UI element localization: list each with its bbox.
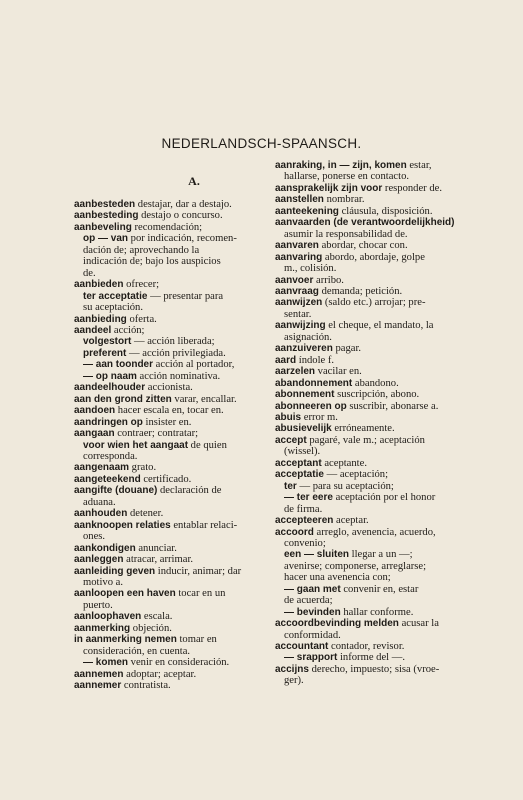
entry-translation: — acción liberada; bbox=[131, 336, 215, 348]
entry-headword: accepteeren bbox=[275, 515, 334, 527]
dictionary-entry bbox=[275, 160, 475, 171]
entry-headword: aan den grond zitten bbox=[74, 393, 172, 405]
dictionary-entry bbox=[275, 446, 475, 457]
entry-translation: índole f. bbox=[296, 354, 335, 366]
entry-translation: pagar. bbox=[332, 343, 362, 355]
dictionary-entry bbox=[74, 543, 274, 554]
entry-translation: adoptar; aceptar. bbox=[123, 668, 197, 680]
entry-translation: tomar en bbox=[176, 634, 217, 646]
entry-headword: acceptant bbox=[275, 457, 322, 469]
dictionary-entry bbox=[275, 652, 475, 663]
dictionary-entry bbox=[74, 554, 274, 565]
entry-translation: m., colisión. bbox=[284, 263, 337, 275]
entry-translation: acusar la bbox=[398, 618, 439, 630]
dictionary-entry bbox=[74, 657, 274, 668]
entry-translation: contraer; contratar; bbox=[114, 428, 199, 440]
entry-headword: aanzuiveren bbox=[275, 343, 333, 355]
dictionary-entry bbox=[275, 309, 475, 320]
entry-headword: aanbesteden bbox=[74, 199, 136, 210]
dictionary-entry bbox=[275, 572, 475, 583]
left-column bbox=[74, 173, 274, 691]
dictionary-entry bbox=[74, 256, 274, 267]
entry-translation: derecho, impuesto; sisa (vroe- bbox=[308, 663, 440, 675]
entry-translation: insister en. bbox=[142, 416, 192, 428]
entry-translation: hallar conforme. bbox=[340, 606, 414, 618]
dictionary-entry bbox=[74, 314, 274, 325]
dictionary-entry bbox=[275, 481, 475, 492]
entry-translation: contratista. bbox=[121, 680, 171, 692]
dictionary-entry bbox=[275, 332, 475, 343]
entry-translation: arreglo, avenencia, acuerdo, bbox=[313, 526, 436, 538]
dictionary-entry bbox=[74, 336, 274, 347]
entry-translation: responder de. bbox=[382, 182, 442, 194]
entry-translation: conformidad. bbox=[284, 629, 341, 641]
dictionary-entry bbox=[74, 291, 274, 302]
dictionary-entry bbox=[74, 646, 274, 657]
entry-headword: aanvoer bbox=[275, 274, 314, 286]
dictionary-entry bbox=[275, 389, 475, 400]
dictionary-entry bbox=[74, 394, 274, 405]
dictionary-entry bbox=[74, 588, 274, 599]
dictionary-entry bbox=[275, 263, 475, 274]
entry-translation: por indicación, recomen- bbox=[128, 233, 237, 245]
entry-headword: accijns bbox=[275, 663, 309, 675]
entry-translation: ofrecer; bbox=[123, 279, 160, 291]
section-letter: A. bbox=[188, 174, 200, 188]
entry-headword: ter acceptatie bbox=[83, 290, 148, 302]
dictionary-entry bbox=[74, 210, 274, 221]
entry-headword: accoord bbox=[275, 526, 314, 538]
entry-translation: cláusula, disposición. bbox=[338, 205, 433, 217]
entry-translation: llegar a un —; bbox=[349, 549, 413, 561]
entry-translation: (saldo etc.) arrojar; pre- bbox=[322, 297, 426, 309]
entry-headword: aandringen op bbox=[74, 416, 143, 428]
entry-headword: — srapport bbox=[284, 652, 338, 664]
entry-headword: op — van bbox=[83, 233, 129, 245]
entry-headword: aanvaarden (de verantwoordelijkheid) bbox=[275, 217, 455, 229]
entry-translation: hacer una avenencia con; bbox=[284, 572, 391, 584]
entry-headword: aard bbox=[275, 354, 297, 366]
entry-headword: — gaan met bbox=[284, 583, 341, 595]
dictionary-entry bbox=[275, 320, 475, 331]
entry-headword: aansprakelijk zijn voor bbox=[275, 182, 383, 194]
dictionary-entry bbox=[74, 222, 274, 233]
entry-headword: aanbieden bbox=[74, 279, 124, 291]
dictionary-entry bbox=[74, 325, 274, 336]
entry-headword: aannemer bbox=[74, 680, 122, 692]
entry-headword: abonnement bbox=[275, 389, 335, 401]
entry-headword: aanloophaven bbox=[74, 611, 142, 623]
dictionary-entry bbox=[74, 199, 274, 210]
dictionary-entry bbox=[74, 440, 274, 451]
entry-headword: volgestort bbox=[83, 336, 132, 348]
dictionary-entry bbox=[74, 451, 274, 462]
right-column bbox=[275, 160, 475, 687]
entry-headword: aanwijzen bbox=[275, 297, 323, 309]
dictionary-entry bbox=[74, 302, 274, 313]
entry-translation: aceptante. bbox=[321, 457, 367, 469]
dictionary-entry bbox=[275, 355, 475, 366]
dictionary-entry bbox=[74, 531, 274, 542]
entry-headword: aanleiding geven bbox=[74, 565, 156, 577]
entry-translation: acción al portador, bbox=[153, 359, 235, 371]
entry-headword: aandeelhouder bbox=[74, 382, 146, 394]
dictionary-entry bbox=[74, 359, 274, 370]
dictionary-entry bbox=[74, 417, 274, 428]
dictionary-entry bbox=[275, 206, 475, 217]
entry-headword: abuis bbox=[275, 411, 302, 423]
entry-headword: abonneeren op bbox=[275, 400, 347, 412]
entry-translation: escala. bbox=[141, 611, 173, 623]
entry-headword: aanloopen een haven bbox=[74, 588, 176, 600]
entry-translation: asumir la responsabilidad de. bbox=[284, 228, 408, 240]
entry-translation: atracar, arrimar. bbox=[123, 554, 194, 566]
dictionary-entry bbox=[74, 462, 274, 473]
entry-headword: aanleggen bbox=[74, 554, 124, 566]
entry-translation: consideración, en cuenta. bbox=[83, 645, 191, 657]
entry-translation: dación de; aprovechando la bbox=[83, 244, 200, 256]
entry-translation: avenirse; componerse, arreglarse; bbox=[284, 560, 427, 572]
entry-headword: een — sluiten bbox=[284, 549, 350, 561]
entry-headword: aangeteekend bbox=[74, 473, 141, 485]
dictionary-entry bbox=[74, 520, 274, 531]
dictionary-entry bbox=[275, 297, 475, 308]
entry-translation: de. bbox=[83, 267, 96, 279]
dictionary-entry bbox=[74, 634, 274, 645]
entry-headword: aanbeveling bbox=[74, 221, 132, 233]
dictionary-entry bbox=[275, 171, 475, 182]
entry-headword: acceptatie bbox=[275, 469, 324, 481]
dictionary-entry bbox=[74, 371, 274, 382]
dictionary-entry bbox=[74, 600, 274, 611]
dictionary-entry bbox=[275, 469, 475, 480]
entry-headword: aanknoopen relaties bbox=[74, 519, 171, 531]
entry-translation: entablar relaci- bbox=[170, 519, 238, 531]
entry-headword: abusievelijk bbox=[275, 423, 332, 435]
dictionary-entry bbox=[275, 183, 475, 194]
entry-translation: declaración de bbox=[157, 485, 222, 497]
dictionary-entry bbox=[275, 607, 475, 618]
entry-headword: accept bbox=[275, 434, 307, 446]
entry-headword: aangenaam bbox=[74, 462, 130, 474]
dictionary-entry bbox=[275, 458, 475, 469]
entry-translation: — acción privilegiada. bbox=[126, 347, 226, 359]
dictionary-entry bbox=[275, 423, 475, 434]
entry-translation: abordar, chocar con. bbox=[318, 240, 408, 252]
dictionary-entry bbox=[74, 233, 274, 244]
entry-headword: aanraking, in — zijn, komen bbox=[275, 160, 407, 171]
entry-translation: vacilar en. bbox=[315, 366, 362, 378]
entry-translation: demanda; petición. bbox=[318, 285, 403, 297]
dictionary-entry bbox=[74, 577, 274, 588]
entry-headword: — ter eere bbox=[284, 492, 333, 504]
entry-translation: contador, revisor. bbox=[328, 641, 405, 653]
entry-translation: acción; bbox=[111, 324, 145, 336]
entry-translation: abandono. bbox=[352, 377, 399, 389]
entry-headword: aandeel bbox=[74, 324, 112, 336]
dictionary-entry bbox=[74, 623, 274, 634]
entry-headword: accountant bbox=[275, 641, 329, 653]
dictionary-entry bbox=[275, 630, 475, 641]
entry-headword: aannemen bbox=[74, 668, 124, 680]
entry-translation: detener. bbox=[127, 508, 164, 520]
entry-translation: abordo, abordaje, golpe bbox=[322, 251, 425, 263]
page-title: NEDERLANDSCH-SPAANSCH. bbox=[161, 136, 362, 151]
entry-translation: de quien bbox=[188, 439, 227, 451]
dictionary-entry bbox=[275, 504, 475, 515]
entry-translation: de acuerda; bbox=[284, 595, 333, 607]
dictionary-entry bbox=[275, 229, 475, 240]
entry-translation: aduana. bbox=[83, 496, 116, 508]
dictionary-entry bbox=[275, 515, 475, 526]
entry-translation: suscribir, abonarse a. bbox=[346, 400, 439, 412]
entry-headword: aandoen bbox=[74, 405, 116, 417]
entry-translation: suscripción, abono. bbox=[334, 389, 420, 401]
entry-headword: accoordbevinding melden bbox=[275, 618, 399, 630]
dictionary-entry bbox=[275, 366, 475, 377]
dictionary-entry bbox=[275, 549, 475, 560]
entry-headword: aanbieding bbox=[74, 313, 127, 325]
entry-translation: hacer escala en, tocar en. bbox=[115, 405, 224, 417]
dictionary-entry bbox=[275, 275, 475, 286]
dictionary-entry bbox=[74, 566, 274, 577]
entry-translation: aceptar. bbox=[333, 515, 369, 527]
entry-translation: tocar en un bbox=[175, 588, 226, 600]
dictionary-entry bbox=[275, 401, 475, 412]
dictionary-entry bbox=[74, 428, 274, 439]
entry-headword: — komen bbox=[83, 657, 129, 669]
dictionary-entry bbox=[275, 618, 475, 629]
entry-translation: de firma. bbox=[284, 503, 323, 515]
dictionary-entry bbox=[74, 348, 274, 359]
dictionary-entry bbox=[74, 508, 274, 519]
entry-translation: indicación de; bajo los auspicios bbox=[83, 256, 221, 268]
entry-translation: (wissel). bbox=[284, 446, 321, 458]
entry-translation: pagaré, vale m.; aceptación bbox=[306, 434, 425, 446]
dictionary-entry bbox=[275, 252, 475, 263]
entry-translation: ones. bbox=[83, 531, 106, 543]
dictionary-entry bbox=[275, 641, 475, 652]
dictionary-entry bbox=[275, 538, 475, 549]
entry-translation: arribo. bbox=[313, 274, 344, 286]
entry-translation: grato. bbox=[129, 462, 157, 474]
entry-translation: venir en consideración. bbox=[128, 657, 230, 669]
entry-translation: oferta. bbox=[126, 313, 157, 325]
entry-translation: recomendación; bbox=[131, 221, 203, 233]
dictionary-entry bbox=[275, 675, 475, 686]
entry-translation: el cheque, el mandato, la bbox=[325, 320, 434, 332]
dictionary-entry bbox=[275, 343, 475, 354]
entry-translation: ger). bbox=[284, 675, 304, 687]
dictionary-entry bbox=[275, 664, 475, 675]
entry-headword: aangifte (douane) bbox=[74, 485, 158, 497]
entry-translation: estar, bbox=[406, 160, 432, 171]
dictionary-entry bbox=[275, 492, 475, 503]
entry-headword: aarzelen bbox=[275, 366, 316, 378]
entry-translation: sentar. bbox=[284, 308, 312, 320]
entry-headword: aanbesteding bbox=[74, 210, 139, 222]
dictionary-entry bbox=[275, 217, 475, 228]
entry-translation: — para su aceptación; bbox=[296, 480, 394, 492]
dictionary-entry bbox=[74, 669, 274, 680]
entry-translation: aceptación por el honor bbox=[332, 492, 436, 504]
entry-translation: objeción. bbox=[130, 622, 172, 634]
entry-headword: aanhouden bbox=[74, 508, 128, 520]
entry-translation: inducir, animar; dar bbox=[155, 565, 242, 577]
entry-translation: destajo o concurso. bbox=[138, 210, 223, 222]
entry-headword: aankondigen bbox=[74, 542, 136, 554]
entry-headword: — op naam bbox=[83, 370, 137, 382]
entry-translation: convenio; bbox=[284, 537, 326, 549]
entry-translation: su aceptación. bbox=[83, 302, 144, 314]
dictionary-entry bbox=[275, 194, 475, 205]
entry-headword: ter bbox=[284, 480, 297, 492]
entry-translation: hallarse, ponerse en contacto. bbox=[284, 171, 410, 183]
dictionary-entry bbox=[74, 680, 274, 691]
dictionary-entry bbox=[74, 611, 274, 622]
entry-translation: informe del —. bbox=[337, 652, 406, 664]
dictionary-entry bbox=[74, 382, 274, 393]
entry-headword: — aan toonder bbox=[83, 359, 154, 371]
entry-headword: aanwijzing bbox=[275, 320, 326, 332]
entry-translation: anunciar. bbox=[135, 542, 177, 554]
dictionary-entry bbox=[275, 561, 475, 572]
entry-translation: — presentar para bbox=[147, 290, 224, 302]
entry-translation: acción nominativa. bbox=[136, 370, 221, 382]
entry-headword: preferent bbox=[83, 347, 127, 359]
entry-translation: asignación. bbox=[284, 331, 332, 343]
entry-headword: aanmerking bbox=[74, 622, 131, 634]
entry-headword: — bevinden bbox=[284, 606, 341, 618]
entry-headword: aanvraag bbox=[275, 285, 319, 297]
dictionary-entry bbox=[275, 412, 475, 423]
entry-headword: aangaan bbox=[74, 428, 115, 440]
entry-translation: — aceptación; bbox=[323, 469, 389, 481]
entry-translation: nombrar. bbox=[323, 194, 365, 206]
dictionary-entry bbox=[74, 405, 274, 416]
dictionary-entry bbox=[74, 279, 274, 290]
entry-translation: erróneamente. bbox=[331, 423, 395, 435]
entry-translation: corresponda. bbox=[83, 450, 138, 462]
dictionary-entry bbox=[275, 240, 475, 251]
entry-translation: puerto. bbox=[83, 599, 113, 611]
entry-headword: aanvaren bbox=[275, 240, 319, 252]
entry-translation: accionista. bbox=[145, 382, 193, 394]
dictionary-entry bbox=[275, 584, 475, 595]
dictionary-entry bbox=[74, 497, 274, 508]
dictionary-entry bbox=[275, 378, 475, 389]
entry-translation: convenir en, estar bbox=[340, 583, 419, 595]
entry-headword: in aanmerking nemen bbox=[74, 634, 177, 646]
entry-translation: motivo a. bbox=[83, 576, 124, 588]
entry-translation: destajar, dar a destajo. bbox=[135, 199, 232, 210]
entry-headword: voor wien het aangaat bbox=[83, 439, 189, 451]
entry-headword: aanvaring bbox=[275, 251, 323, 263]
dictionary-entry bbox=[275, 527, 475, 538]
entry-headword: aanstellen bbox=[275, 194, 324, 206]
dictionary-entry bbox=[275, 286, 475, 297]
entry-translation: error m. bbox=[301, 411, 338, 423]
dictionary-entry bbox=[74, 268, 274, 279]
entry-translation: certificado. bbox=[140, 473, 192, 485]
dictionary-entry bbox=[275, 435, 475, 446]
dictionary-entry bbox=[74, 245, 274, 256]
dictionary-entry bbox=[275, 595, 475, 606]
entry-translation: varar, encallar. bbox=[171, 393, 237, 405]
dictionary-entry bbox=[74, 485, 274, 496]
dictionary-entry bbox=[74, 474, 274, 485]
entry-headword: abandonnement bbox=[275, 377, 353, 389]
entry-headword: aanteekening bbox=[275, 205, 339, 217]
